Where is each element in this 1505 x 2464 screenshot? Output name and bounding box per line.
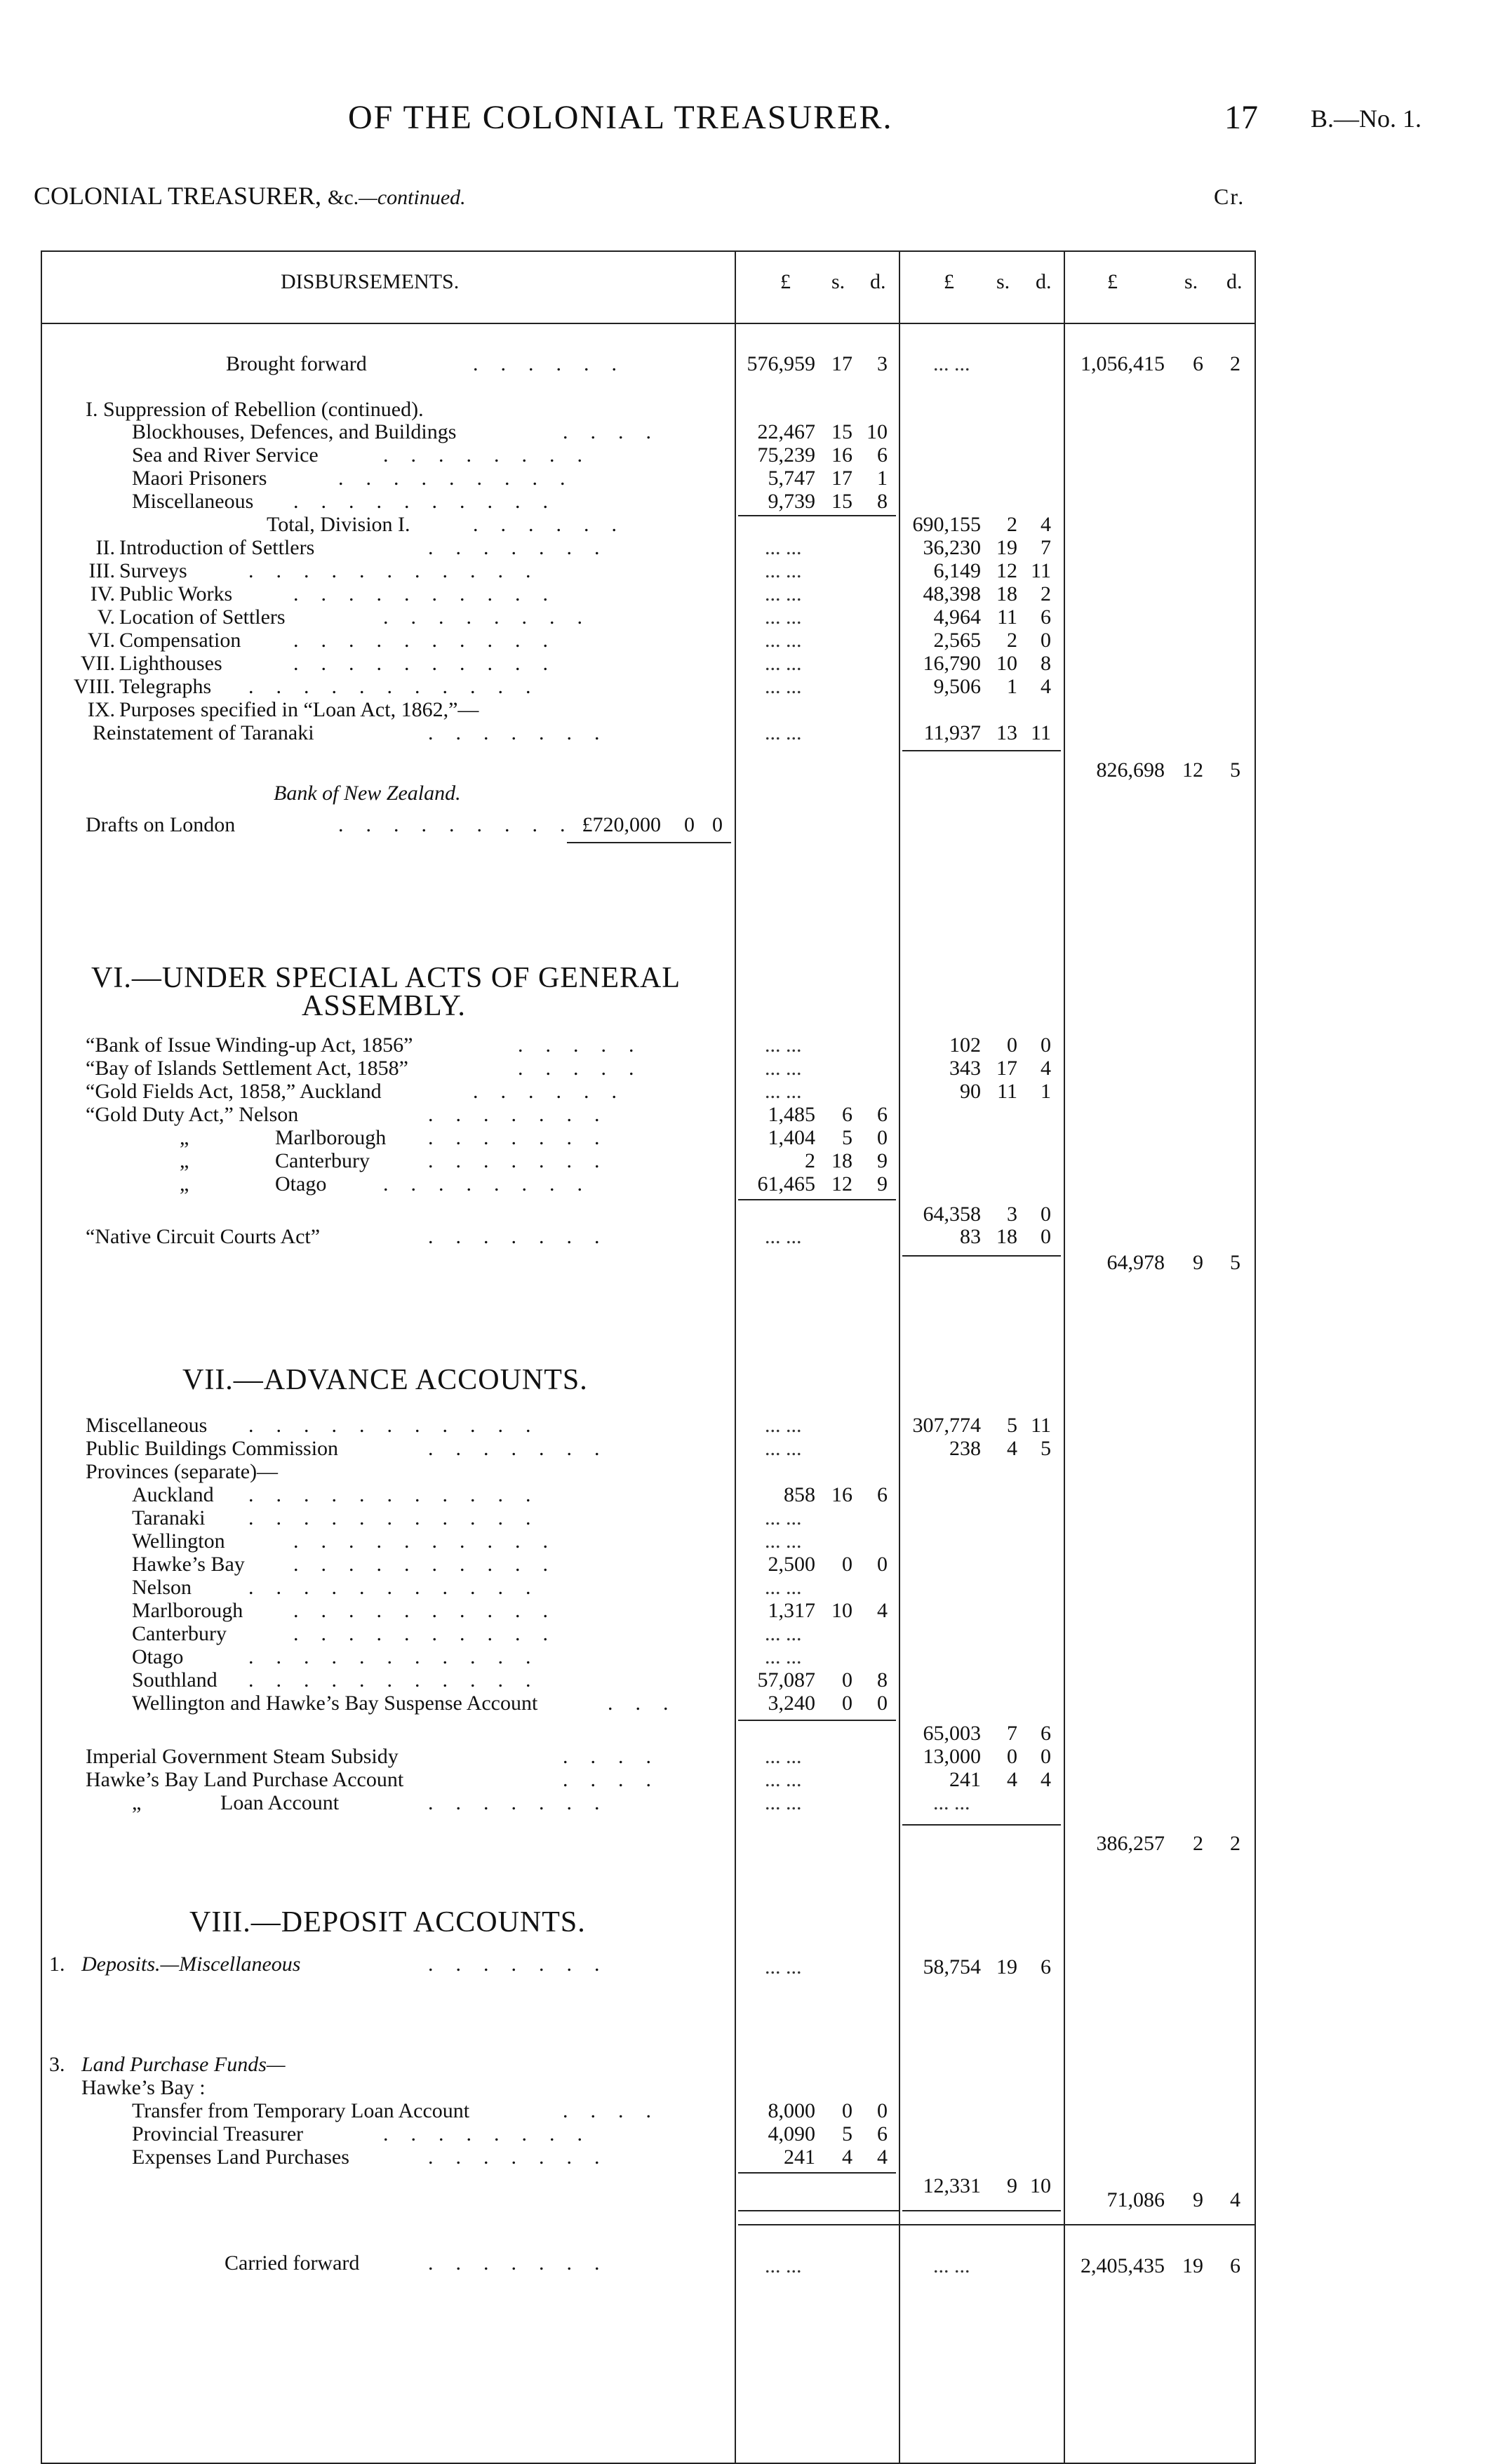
column-header-pounds: £ <box>944 270 954 293</box>
act-amount-pence: 0 <box>1041 1033 1051 1057</box>
division-total-pence: 4 <box>1041 513 1051 536</box>
advance-amount-pounds: 238 <box>949 1437 981 1460</box>
act-sub-label: Marlborough <box>275 1126 387 1149</box>
province-amount-shillings: 16 <box>831 1483 852 1506</box>
gold-duty-amount-pence: 9 <box>877 1172 888 1196</box>
dot-leader: ........ <box>383 443 605 467</box>
advance-amount: ... ... <box>933 1791 970 1814</box>
section-total-pence: 2 <box>1230 1832 1240 1855</box>
advance-c1: ... ... <box>765 1437 802 1460</box>
division-number: VIII. <box>73 675 115 698</box>
rule <box>902 2210 1061 2211</box>
land-heading: Land Purchase Funds— <box>81 2053 286 2076</box>
advance-label: Loan Account <box>220 1791 340 1814</box>
advance-amount-shillings: 0 <box>1007 1745 1017 1768</box>
division-label: Telegraphs <box>119 675 212 698</box>
section-total-shillings: 9 <box>1193 1251 1203 1274</box>
column-header-pounds: £ <box>780 270 791 293</box>
rule <box>902 750 1061 751</box>
land-item-amount-shillings: 5 <box>842 2122 852 2145</box>
gold-duty-amount-pounds: 61,465 <box>757 1172 815 1196</box>
advance-c1: ... ... <box>765 1414 802 1437</box>
act-sub-label: Otago <box>275 1172 327 1196</box>
advance-label: Miscellaneous <box>86 1414 208 1437</box>
land-item-amount-pence: 0 <box>877 2099 888 2122</box>
province-amount-shillings: 0 <box>842 1668 852 1692</box>
division-amount-pounds: 36,230 <box>923 536 981 559</box>
division-amount-pounds: 4,964 <box>933 605 981 629</box>
division-label: Surveys <box>119 559 187 582</box>
rule <box>902 1255 1061 1257</box>
line-item-amount-pence: 6 <box>877 443 888 467</box>
act-amount-pounds: 83 <box>960 1225 981 1248</box>
act-amount-pence: 1 <box>1041 1080 1051 1103</box>
line-item-amount-shillings: 17 <box>831 467 852 490</box>
item-number: 3. <box>49 2053 65 2076</box>
line-item-amount-pence: 10 <box>867 420 888 443</box>
act-amount-shillings: 0 <box>1007 1033 1017 1057</box>
gold-duty-amount-pounds: 2 <box>805 1149 815 1172</box>
advance-amount-shillings: 4 <box>1007 1768 1017 1791</box>
carried-forward-label: Carried forward <box>225 2251 360 2275</box>
brought-forward-label: Brought forward <box>226 352 367 375</box>
dot-leader: .......... <box>293 652 570 675</box>
dot-leader: .......... <box>293 1529 570 1553</box>
advance-amount-pounds: 307,774 <box>912 1414 981 1437</box>
drafts-label: Drafts on London <box>86 813 236 836</box>
gold-duty-amount-pence: 9 <box>877 1149 888 1172</box>
division-c1: ... ... <box>765 559 802 582</box>
line-item: Sea and River Service <box>132 443 319 467</box>
province-label: Otago <box>132 1645 184 1668</box>
act-amount-shillings: 17 <box>996 1057 1017 1080</box>
division-amount-pounds: 6,149 <box>933 559 981 582</box>
province-amount: ... ... <box>765 1645 802 1668</box>
land-total-shillings: 9 <box>1007 2174 1017 2197</box>
advance-amount-shillings: 5 <box>1007 1414 1017 1437</box>
division-number: VII. <box>80 652 115 675</box>
province-amount: ... ... <box>765 1506 802 1529</box>
province-label: Auckland <box>132 1483 214 1506</box>
gold-duty-total-shillings: 3 <box>1007 1203 1017 1226</box>
act-c1: ... ... <box>765 1057 802 1080</box>
province-label: Hawke’s Bay <box>132 1553 245 1576</box>
land-total-pence: 10 <box>1030 2174 1051 2197</box>
dot-leader: ..... <box>518 1033 657 1057</box>
province-label: Wellington and Hawke’s Bay Suspense Account <box>132 1692 538 1715</box>
division-amount-shillings: 10 <box>996 652 1017 675</box>
land-item-amount-shillings: 0 <box>842 2099 852 2122</box>
division-amount-pounds: 16,790 <box>923 652 981 675</box>
division-total-pounds: 690,155 <box>912 513 981 536</box>
division-label: Purposes specified in “Loan Act, 1862,”— <box>119 698 479 721</box>
province-amount-pounds: 2,500 <box>768 1553 815 1576</box>
dot-leader: ........... <box>248 1506 554 1529</box>
province-amount-pounds: 858 <box>784 1483 815 1506</box>
division-c1: ... ... <box>765 675 802 698</box>
line-item-amount-shillings: 15 <box>831 490 852 513</box>
division-c1: ... ... <box>765 605 802 629</box>
page-title: OF THE COLONIAL TREASURER. <box>348 99 893 136</box>
rule <box>567 842 731 843</box>
dot-leader: ....... <box>428 1953 622 1976</box>
province-label: Wellington <box>132 1529 225 1553</box>
brought-forward-total-pence: 2 <box>1230 352 1240 375</box>
division-amount-shillings: 12 <box>996 559 1017 582</box>
province-label: Marlborough <box>132 1599 243 1622</box>
dot-leader: ......... <box>338 467 588 490</box>
dot-leader: .... <box>563 1745 674 1768</box>
line-item-amount-pounds: 5,747 <box>768 467 815 490</box>
division-amount-pence: 8 <box>1041 652 1051 675</box>
dot-leader: ....... <box>428 1149 622 1172</box>
act-label: “Bay of Islands Settlement Act, 1858” <box>86 1057 408 1080</box>
section-total-shillings: 9 <box>1193 2188 1203 2211</box>
act-amount-pounds: 343 <box>949 1057 981 1080</box>
brought-forward-c2: ... ... <box>933 352 970 375</box>
land-item-amount-shillings: 4 <box>842 2145 852 2169</box>
land-item-amount-pounds: 241 <box>784 2145 815 2169</box>
division-amount-shillings: 1 <box>1007 675 1017 698</box>
gold-duty-amount-pounds: 1,485 <box>768 1103 815 1126</box>
credit-side-label: Cr. <box>1214 184 1245 209</box>
gold-duty-amount-shillings: 12 <box>831 1172 852 1196</box>
deposit-amount-pounds: 58,754 <box>923 1955 981 1978</box>
ditto-mark: „ <box>180 1126 189 1149</box>
advance-amount-shillings: 4 <box>1007 1437 1017 1460</box>
provinces-total-pence: 6 <box>1041 1722 1051 1745</box>
section-total-pounds: 826,698 <box>1096 758 1165 782</box>
division-label: Introduction of Settlers <box>119 536 315 559</box>
deposit-amount-pence: 6 <box>1041 1955 1051 1978</box>
division-label: Lighthouses <box>119 652 222 675</box>
dot-leader: ....... <box>428 1791 622 1814</box>
land-item: Expenses Land Purchases <box>132 2145 349 2169</box>
column-header-pence: d. <box>870 270 886 293</box>
dot-leader: .......... <box>293 582 570 605</box>
dot-leader: .......... <box>293 490 570 513</box>
line-item-amount-pounds: 22,467 <box>757 420 815 443</box>
division-number: III. <box>88 559 115 582</box>
dot-leader: ........... <box>248 1668 554 1692</box>
division-label: Reinstatement of Taranaki <box>93 721 314 744</box>
province-amount-pounds: 57,087 <box>757 1668 815 1692</box>
provinces-label: Provinces (separate)— <box>86 1460 279 1483</box>
division-amount-pounds: 2,565 <box>933 629 981 652</box>
dot-leader: .... <box>563 420 674 443</box>
division-amount-pence: 11 <box>1031 559 1051 582</box>
land-item-amount-pounds: 8,000 <box>768 2099 815 2122</box>
act-c1: ... ... <box>765 1033 802 1057</box>
column-header-disbursements: DISBURSEMENTS. <box>281 270 460 293</box>
division-total-shillings: 2 <box>1007 513 1017 536</box>
dot-leader: .......... <box>293 629 570 652</box>
gold-duty-amount-pounds: 1,404 <box>768 1126 815 1149</box>
division-amount-shillings: 2 <box>1007 629 1017 652</box>
dot-leader: ....... <box>428 1126 622 1149</box>
line-item-amount-pence: 1 <box>877 467 888 490</box>
section-total-shillings: 2 <box>1193 1832 1203 1855</box>
division-number: VI. <box>87 629 115 652</box>
line-item: Maori Prisoners <box>132 467 267 490</box>
division-amount-shillings: 13 <box>996 721 1017 744</box>
act-amount-shillings: 18 <box>996 1225 1017 1248</box>
line-item-amount-shillings: 16 <box>831 443 852 467</box>
bank-heading: Bank of New Zealand. <box>274 782 461 805</box>
act-label: “Native Circuit Courts Act” <box>86 1225 321 1248</box>
column-header-pence: d. <box>1036 270 1052 293</box>
division-amount-pence: 11 <box>1031 721 1051 744</box>
drafts-amount: £720,000 <box>582 813 661 836</box>
division-number: IV. <box>90 582 115 605</box>
division-c1: ... ... <box>765 721 802 744</box>
division-number: V. <box>97 605 115 629</box>
dot-leader: ....... <box>428 1437 622 1460</box>
province-amount: ... ... <box>765 1576 802 1599</box>
division-c1: ... ... <box>765 582 802 605</box>
rule <box>738 2172 896 2174</box>
line-item-amount-pounds: 75,239 <box>757 443 815 467</box>
advance-amount-pence: 4 <box>1041 1768 1051 1791</box>
land-item: Provincial Treasurer <box>132 2122 304 2145</box>
dot-leader: ....... <box>428 1225 622 1248</box>
land-item: Transfer from Temporary Loan Account <box>132 2099 470 2122</box>
ditto-mark: „ <box>180 1172 189 1196</box>
land-item-amount-pence: 4 <box>877 2145 888 2169</box>
division-amount-pence: 7 <box>1041 536 1051 559</box>
section-total-pence: 5 <box>1230 1251 1240 1274</box>
dot-leader: ......... <box>338 813 588 836</box>
province-amount-pence: 8 <box>877 1668 888 1692</box>
act-label: “Gold Duty Act,” Nelson <box>86 1103 299 1126</box>
deposit-amount-shillings: 19 <box>996 1955 1017 1978</box>
division-number: II. <box>95 536 115 559</box>
section-heading: VII.—ADVANCE ACCOUNTS. <box>182 1364 588 1396</box>
dot-leader: ........... <box>248 1576 554 1599</box>
advance-amount-pence: 0 <box>1041 1745 1051 1768</box>
dot-leader: .... <box>563 1768 674 1791</box>
division-amount-shillings: 19 <box>996 536 1017 559</box>
document-reference: B.—No. 1. <box>1311 105 1422 133</box>
section-total-pounds: 71,086 <box>1106 2188 1165 2211</box>
division-c1: ... ... <box>765 629 802 652</box>
section-total-pence: 5 <box>1230 758 1240 782</box>
division-amount-pounds: 11,937 <box>923 721 981 744</box>
advance-amount-pence: 11 <box>1031 1414 1051 1437</box>
brought-forward-c1-pounds: 576,959 <box>747 352 815 375</box>
rule <box>738 2210 899 2211</box>
dot-leader: ........ <box>383 2122 605 2145</box>
division-label: Compensation <box>119 629 241 652</box>
gold-duty-amount-shillings: 18 <box>831 1149 852 1172</box>
rule <box>902 1824 1061 1826</box>
gold-duty-amount-shillings: 6 <box>842 1103 852 1126</box>
drafts-pence: 0 <box>712 813 723 836</box>
dot-leader: ....... <box>428 721 622 744</box>
division-amount-pounds: 9,506 <box>933 675 981 698</box>
division-amount-pence: 6 <box>1041 605 1051 629</box>
column-header-pounds: £ <box>1107 270 1118 293</box>
section-heading: VIII.—DEPOSIT ACCOUNTS. <box>189 1906 586 1939</box>
line-item: Blockhouses, Defences, and Buildings <box>132 420 457 443</box>
land-total-pounds: 12,331 <box>923 2174 981 2197</box>
gold-duty-amount-shillings: 5 <box>842 1126 852 1149</box>
province-amount-shillings: 0 <box>842 1553 852 1576</box>
province-amount-shillings: 0 <box>842 1692 852 1715</box>
rule <box>738 515 896 516</box>
province-label: Southland <box>132 1668 218 1692</box>
dot-leader: ...... <box>473 1080 639 1103</box>
province-label: Taranaki <box>132 1506 206 1529</box>
deposit-c1: ... ... <box>765 1955 802 1978</box>
act-amount-pence: 4 <box>1041 1057 1051 1080</box>
division-number: IX. <box>87 698 115 721</box>
dot-leader: ....... <box>428 1103 622 1126</box>
brought-forward-total-shillings: 6 <box>1193 352 1203 375</box>
gold-duty-amount-pence: 6 <box>877 1103 888 1126</box>
drafts-shillings: 0 <box>684 813 695 836</box>
province-amount-pounds: 1,317 <box>768 1599 815 1622</box>
dot-leader: ........... <box>248 675 554 698</box>
rule <box>738 2224 1255 2225</box>
province-amount-pounds: 3,240 <box>768 1692 815 1715</box>
advance-label: Public Buildings Commission <box>86 1437 339 1460</box>
line-item: Miscellaneous <box>132 490 254 513</box>
dot-leader: .... <box>563 2099 674 2122</box>
division-total-label: Total, Division I. <box>267 513 410 536</box>
dot-leader: ........... <box>248 1414 554 1437</box>
provinces-total-pounds: 65,003 <box>923 1722 981 1745</box>
carried-forward-c1: ... ... <box>765 2254 802 2277</box>
dot-leader: .......... <box>293 1622 570 1645</box>
province-label: Nelson <box>132 1576 192 1599</box>
division-label: Location of Settlers <box>119 605 286 629</box>
division-label: Public Works <box>119 582 233 605</box>
dot-leader: ...... <box>473 352 639 375</box>
division-amount-pence: 4 <box>1041 675 1051 698</box>
item-number: 1. <box>49 1953 65 1976</box>
province-amount: ... ... <box>765 1529 802 1553</box>
carried-forward-c2: ... ... <box>933 2254 970 2277</box>
line-item-amount-pounds: 9,739 <box>768 490 815 513</box>
ditto-mark: „ <box>180 1149 189 1172</box>
division-amount-pence: 0 <box>1041 629 1051 652</box>
column-header-shillings: s. <box>831 270 845 293</box>
column-header-shillings: s. <box>1184 270 1198 293</box>
column-header-pence: d. <box>1226 270 1243 293</box>
dot-leader: ...... <box>473 513 639 536</box>
provinces-total-shillings: 7 <box>1007 1722 1017 1745</box>
gold-duty-amount-pence: 0 <box>877 1126 888 1149</box>
dot-leader: ........... <box>248 1483 554 1506</box>
act-amount-shillings: 11 <box>997 1080 1017 1103</box>
carried-forward-total-shillings: 19 <box>1182 2254 1203 2277</box>
province-amount: ... ... <box>765 1622 802 1645</box>
act-amount-pounds: 102 <box>949 1033 981 1057</box>
rule <box>738 1720 896 1721</box>
act-sub-label: Canterbury <box>275 1149 370 1172</box>
province-amount-pence: 4 <box>877 1599 888 1622</box>
dot-leader: ........... <box>248 559 554 582</box>
province-amount-pence: 6 <box>877 1483 888 1506</box>
advance-label: Hawke’s Bay Land Purchase Account <box>86 1768 404 1791</box>
column-header-shillings: s. <box>996 270 1010 293</box>
land-sub-heading: Hawke’s Bay : <box>81 2076 206 2099</box>
division-amount-pence: 2 <box>1041 582 1051 605</box>
line-item-amount-shillings: 15 <box>831 420 852 443</box>
brought-forward-c1-pence: 3 <box>877 352 888 375</box>
section-total-pounds: 64,978 <box>1106 1251 1165 1274</box>
land-item-amount-pence: 6 <box>877 2122 888 2145</box>
division-amount-shillings: 11 <box>997 605 1017 629</box>
page-subtitle: COLONIAL TREASURER, &c.—continued. <box>34 182 466 210</box>
division-amount-pounds: 48,398 <box>923 582 981 605</box>
dot-leader: ........ <box>383 605 605 629</box>
advance-amount-pounds: 241 <box>949 1768 981 1791</box>
advance-c1: ... ... <box>765 1745 802 1768</box>
dot-leader: ... <box>608 1692 691 1715</box>
division-heading: I. Suppression of Rebellion (continued). <box>86 398 424 421</box>
section-total-shillings: 12 <box>1182 758 1203 782</box>
gold-duty-total-pounds: 64,358 <box>923 1203 981 1226</box>
dot-leader: .......... <box>293 1553 570 1576</box>
act-amount-pounds: 90 <box>960 1080 981 1103</box>
section-total-pence: 4 <box>1230 2188 1240 2211</box>
line-item-amount-pence: 8 <box>877 490 888 513</box>
section-total-pounds: 386,257 <box>1096 1832 1165 1855</box>
page-number: 17 <box>1224 99 1258 136</box>
dot-leader: ....... <box>428 536 622 559</box>
section-heading: VI.—UNDER SPECIAL ACTS OF GENERAL <box>91 962 681 994</box>
brought-forward-c1-shillings: 17 <box>831 352 852 375</box>
brought-forward-total-pounds: 1,056,415 <box>1081 352 1165 375</box>
act-c1: ... ... <box>765 1225 802 1248</box>
act-amount-pence: 0 <box>1041 1225 1051 1248</box>
province-amount-pence: 0 <box>877 1553 888 1576</box>
ditto-mark: „ <box>132 1791 142 1814</box>
land-item-amount-pounds: 4,090 <box>768 2122 815 2145</box>
province-amount-pence: 0 <box>877 1692 888 1715</box>
section-heading: ASSEMBLY. <box>302 990 466 1022</box>
advance-label: Imperial Government Steam Subsidy <box>86 1745 399 1768</box>
carried-forward-total-pence: 6 <box>1230 2254 1240 2277</box>
carried-forward-total-pounds: 2,405,435 <box>1081 2254 1165 2277</box>
gold-duty-total-pence: 0 <box>1041 1203 1051 1226</box>
division-c1: ... ... <box>765 536 802 559</box>
province-amount-shillings: 10 <box>831 1599 852 1622</box>
advance-amount-pence: 5 <box>1041 1437 1051 1460</box>
act-label: “Bank of Issue Winding-up Act, 1856” <box>86 1033 413 1057</box>
act-c1: ... ... <box>765 1080 802 1103</box>
dot-leader: ....... <box>428 2251 622 2275</box>
division-c1: ... ... <box>765 652 802 675</box>
dot-leader: ....... <box>428 2145 622 2169</box>
dot-leader: ........... <box>248 1645 554 1668</box>
advance-c1: ... ... <box>765 1791 802 1814</box>
division-amount-shillings: 18 <box>996 582 1017 605</box>
advance-c1: ... ... <box>765 1768 802 1791</box>
act-label: “Gold Fields Act, 1858,” Auckland <box>86 1080 382 1103</box>
dot-leader: ..... <box>518 1057 657 1080</box>
dot-leader: ........ <box>383 1172 605 1196</box>
dot-leader: .......... <box>293 1599 570 1622</box>
advance-amount-pounds: 13,000 <box>923 1745 981 1768</box>
rule <box>738 1199 896 1200</box>
deposit-label: Deposits.—Miscellaneous <box>81 1953 301 1976</box>
province-label: Canterbury <box>132 1622 227 1645</box>
